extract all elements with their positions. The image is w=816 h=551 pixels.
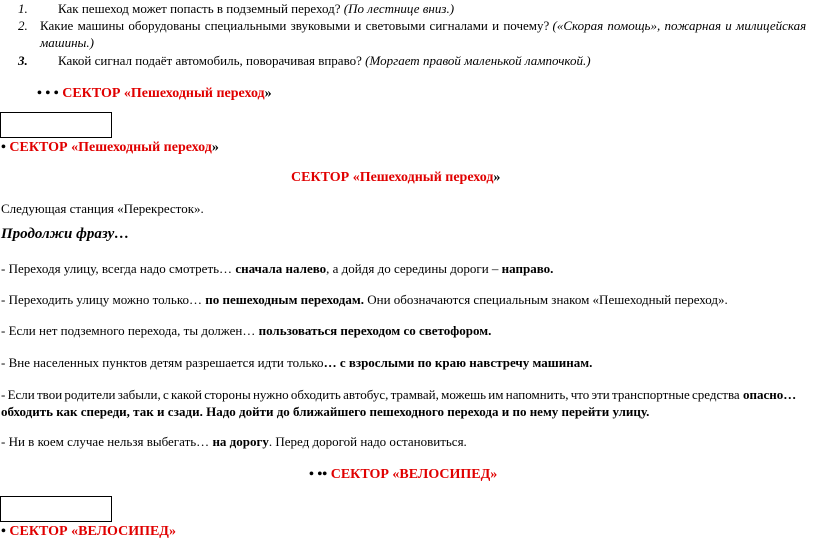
question-3 bbox=[58, 53, 591, 69]
question-answer: (Моргает правой маленькой лампочкой.) bbox=[365, 53, 591, 68]
phrase-answer: по пешеходным переходам. bbox=[205, 292, 364, 307]
sector-label: СЕКТОР «Пешеходный переход bbox=[62, 86, 265, 101]
phrase-5-cont: обходить как спереди, так и сзади. Надо дойти до ближайшего пешеходного перехода и по нему перейти улицу. bbox=[1, 404, 650, 419]
sector-heading-pedestrian bbox=[37, 86, 272, 102]
phrase-5 bbox=[1, 387, 796, 403]
next-station: Следующая станция «Перекресток». bbox=[1, 201, 204, 216]
question-number: 1. bbox=[18, 1, 28, 16]
phrase-answer: сначала налево bbox=[235, 261, 327, 276]
phrase-6 bbox=[1, 434, 467, 450]
question-answer: («Скорая помощь», пожарная и милицейская bbox=[552, 18, 807, 33]
empty-frame bbox=[0, 112, 112, 138]
phrase-text: - Если твои родители забыли, с какой стороны нужно обходить автобус, трамвай, можешь им напомнить, что эти транспортные средства bbox=[1, 387, 740, 402]
bullet: • bbox=[1, 524, 6, 539]
phrase-3 bbox=[1, 323, 491, 339]
question-1 bbox=[58, 1, 454, 17]
phrase-answer: пользоваться переходом со светофором. bbox=[258, 323, 492, 338]
phrase-4 bbox=[1, 355, 592, 371]
bullet: • bbox=[1, 140, 6, 155]
sector-heading-pedestrian-centered bbox=[291, 170, 500, 186]
phrase-text: - Вне населенных пунктов детям разрешается идти только bbox=[1, 355, 324, 370]
sector-heading-bicycle-2 bbox=[1, 524, 176, 540]
question-text: Какие машины оборудованы специальными звуковыми и световыми сигналами и почему? bbox=[40, 18, 550, 33]
phrase-1 bbox=[1, 261, 553, 277]
phrase-answer: … с взрослыми по краю навстречу машинам. bbox=[323, 355, 593, 370]
phrase-text: - Переходить улицу можно только… bbox=[1, 292, 202, 307]
question-text: Как пешеход может попасть в подземный переход? bbox=[58, 1, 341, 16]
sector-label: СЕКТОР «ВЕЛОСИПЕД» bbox=[9, 524, 176, 539]
sector-label: СЕКТОР «Пешеходный переход bbox=[9, 140, 212, 155]
sector-heading-bicycle bbox=[309, 467, 497, 483]
phrase-text: - Переходя улицу, всегда надо смотреть… bbox=[1, 261, 233, 276]
question-answer: (По лестнице вниз.) bbox=[343, 1, 455, 16]
phrase-answer: на дорогу bbox=[212, 434, 269, 449]
phrase-text: . Перед дорогой надо остановиться. bbox=[268, 434, 467, 449]
close-quote: » bbox=[211, 140, 219, 155]
bullets: • • • bbox=[37, 86, 59, 101]
question-number: 2. bbox=[18, 18, 28, 33]
question-text: Какой сигнал подаёт автомобиль, поворачивая вправо? bbox=[58, 53, 362, 68]
close-quote: » bbox=[493, 170, 501, 185]
phrase-answer: направо. bbox=[501, 261, 554, 276]
sector-label: СЕКТОР «Пешеходный переход bbox=[291, 170, 494, 185]
sector-heading-pedestrian-2 bbox=[1, 140, 219, 156]
phrase-2 bbox=[1, 292, 728, 308]
question-answer-cont: машины.) bbox=[40, 35, 94, 50]
question-number: 3. bbox=[18, 53, 28, 68]
bullets: • •• bbox=[309, 467, 328, 482]
phrase-text: Они обозначаются специальным знаком «Пешеходный переход». bbox=[367, 292, 728, 307]
close-quote: » bbox=[264, 86, 272, 101]
phrase-text: - Если нет подземного перехода, ты должен… bbox=[1, 323, 256, 338]
continue-heading: Продолжи фразу… bbox=[1, 226, 130, 242]
question-2 bbox=[40, 18, 806, 34]
sector-label: СЕКТОР «ВЕЛОСИПЕД» bbox=[330, 467, 498, 482]
empty-frame bbox=[0, 496, 112, 522]
phrase-answer: опасно… bbox=[742, 387, 797, 402]
phrase-text: - Ни в коем случае нельзя выбегать… bbox=[1, 434, 210, 449]
phrase-text: , а дойдя до середины дороги – bbox=[326, 261, 499, 276]
